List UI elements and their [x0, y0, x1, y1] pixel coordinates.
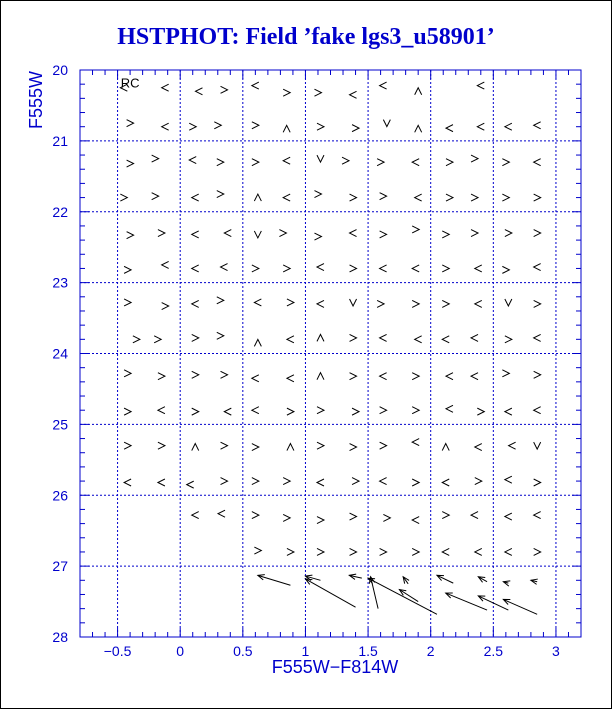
marker-symbol — [124, 299, 131, 306]
marker-symbol — [314, 233, 321, 240]
y-tick-label: 27 — [52, 558, 68, 575]
marker-symbol — [412, 407, 419, 414]
marker-symbol — [350, 230, 357, 237]
marker-symbol — [217, 191, 224, 198]
marker-symbol — [477, 82, 484, 89]
marker-symbol — [380, 231, 387, 238]
marker-symbol — [317, 479, 324, 486]
marker-symbol — [502, 159, 509, 166]
x-tick-label: 0 — [176, 643, 185, 659]
marker-symbol — [192, 444, 199, 451]
marker-symbol — [505, 336, 512, 343]
y-axis-label: F555W — [26, 70, 46, 130]
x-tick-label: 1.5 — [358, 643, 378, 659]
marker-symbol — [380, 334, 387, 341]
offset-arrow — [503, 599, 537, 614]
marker-symbol — [415, 194, 422, 201]
marker-symbol — [442, 300, 449, 307]
marker-symbol — [158, 230, 165, 237]
marker-symbol — [283, 514, 290, 521]
marker-symbol — [446, 159, 453, 166]
offset-arrow — [258, 575, 291, 585]
marker-symbol — [133, 336, 140, 343]
marker-symbol — [158, 479, 165, 486]
marker-symbol — [471, 334, 478, 341]
marker-symbol — [162, 84, 169, 91]
marker-symbol — [314, 191, 321, 198]
marker-symbol — [124, 479, 131, 486]
marker-symbol — [502, 194, 509, 201]
marker-symbol — [350, 444, 357, 451]
y-tick-label: 22 — [52, 203, 68, 220]
marker-symbol — [477, 123, 484, 130]
marker-symbol — [505, 476, 512, 483]
marker-symbol — [377, 300, 384, 307]
marker-symbol — [221, 86, 228, 93]
marker-symbol — [534, 548, 541, 555]
marker-symbol — [505, 408, 512, 415]
marker-symbol — [195, 88, 202, 95]
marker-symbol — [415, 88, 422, 95]
marker-symbol — [252, 407, 259, 414]
marker-symbol — [254, 547, 261, 554]
marker-symbol — [412, 159, 419, 166]
marker-symbol — [252, 375, 259, 382]
marker-symbol — [287, 548, 294, 555]
offset-arrow — [437, 575, 453, 583]
x-tick-label: −0.5 — [103, 643, 132, 659]
x-tick-label: 2 — [426, 643, 435, 659]
marker-symbol — [254, 194, 261, 201]
marker-symbol — [350, 91, 357, 98]
marker-symbol — [254, 231, 261, 238]
marker-symbol — [224, 408, 231, 415]
marker-symbol — [412, 439, 419, 446]
marker-symbol — [475, 265, 482, 272]
marker-symbol — [254, 299, 261, 306]
marker-symbol — [124, 408, 131, 415]
marker-symbol — [471, 194, 478, 201]
y-tick-label: 24 — [52, 345, 68, 362]
marker-symbol — [442, 265, 449, 272]
marker-symbol — [502, 370, 509, 377]
marker-symbol — [350, 548, 357, 555]
arrow-head — [399, 590, 406, 596]
marker-symbol — [446, 194, 453, 201]
marker-symbol — [287, 336, 294, 343]
marker-symbol — [380, 373, 387, 380]
marker-symbol — [442, 512, 449, 519]
marker-symbol — [214, 122, 221, 129]
marker-symbol — [192, 194, 199, 201]
marker-symbol — [317, 300, 324, 307]
marker-symbol — [534, 512, 541, 519]
marker-symbol — [412, 265, 419, 272]
marker-symbol — [283, 157, 290, 164]
marker-symbol — [442, 548, 449, 555]
marker-symbol — [124, 266, 131, 273]
marker-symbol — [471, 155, 478, 162]
marker-symbol — [412, 517, 419, 524]
marker-symbol — [283, 89, 290, 96]
marker-symbol — [442, 336, 449, 343]
marker-symbol — [415, 336, 422, 343]
marker-symbol — [534, 442, 541, 449]
marker-symbol — [252, 444, 259, 451]
marker-symbol — [380, 82, 387, 89]
marker-symbol — [505, 230, 512, 237]
x-tick-label: 2.5 — [483, 643, 504, 659]
marker-symbol — [154, 336, 161, 343]
marker-symbol — [158, 442, 165, 449]
x-tick-label: 0.5 — [233, 643, 253, 659]
marker-symbol — [162, 123, 169, 130]
marker-symbol — [283, 478, 290, 485]
marker-symbol — [471, 230, 478, 237]
marker-symbol — [314, 89, 321, 96]
marker-symbol — [152, 193, 159, 200]
marker-symbol — [162, 303, 169, 310]
marker-symbol — [221, 478, 228, 485]
marker-symbol — [317, 548, 324, 555]
marker-symbol — [217, 297, 224, 304]
marker-symbol — [471, 373, 478, 380]
annotation-label: RC — [120, 75, 140, 91]
marker-symbol — [350, 373, 357, 380]
marker-symbol — [377, 159, 384, 166]
marker-symbol — [287, 299, 294, 306]
marker-symbol — [127, 160, 134, 167]
marker-symbol — [412, 226, 419, 233]
marker-symbol — [279, 230, 286, 237]
marker-symbol — [534, 194, 541, 201]
marker-symbol — [127, 232, 134, 239]
marker-symbol — [221, 371, 228, 378]
marker-symbol — [412, 479, 419, 486]
marker-symbol — [350, 299, 357, 306]
marker-symbol — [475, 444, 482, 451]
marker-symbol — [383, 120, 390, 127]
marker-symbol — [380, 193, 387, 200]
marker-symbol — [189, 123, 196, 130]
offset-arrow — [368, 578, 437, 614]
marker-symbol — [350, 194, 357, 201]
marker-symbol — [380, 407, 387, 414]
marker-symbol — [317, 407, 324, 414]
chart-title: HSTPHOT: Field ’fake lgs3_u58901’ — [117, 24, 495, 50]
marker-symbol — [252, 512, 259, 519]
marker-symbol — [221, 264, 228, 271]
marker-symbol — [317, 155, 324, 162]
marker-symbol — [415, 125, 422, 132]
marker-symbol — [380, 442, 387, 449]
marker-symbol — [252, 82, 259, 89]
marker-symbol — [505, 513, 512, 520]
y-tick-label: 23 — [52, 274, 68, 291]
marker-symbol — [162, 261, 169, 268]
marker-symbol — [158, 407, 165, 414]
marker-symbol — [252, 159, 259, 166]
marker-symbol — [317, 517, 324, 524]
marker-symbol — [412, 548, 419, 555]
marker-symbol — [446, 125, 453, 132]
marker-symbol — [192, 300, 199, 307]
marker-symbol — [502, 266, 509, 273]
marker-symbol — [505, 548, 512, 555]
marker-symbol — [254, 339, 261, 346]
marker-symbol — [509, 442, 516, 449]
marker-symbol — [380, 548, 387, 555]
x-axis-label: F555W−F814W — [271, 657, 399, 677]
marker-symbol — [471, 512, 478, 519]
marker-symbol — [350, 513, 357, 520]
marker-symbol — [446, 373, 453, 380]
marker-symbol — [442, 444, 449, 451]
marker-symbol — [252, 265, 259, 272]
marker-symbol — [534, 371, 541, 378]
marker-symbol — [287, 408, 294, 415]
marker-symbol — [217, 332, 224, 339]
marker-symbol — [158, 373, 165, 380]
marker-symbol — [152, 155, 159, 162]
arrow-head — [503, 581, 510, 586]
marker-symbol — [189, 157, 196, 164]
marker-symbol — [317, 123, 324, 130]
offset-arrow — [305, 579, 355, 607]
marker-symbol — [505, 299, 512, 306]
marker-symbol — [217, 159, 224, 166]
marker-symbol — [534, 264, 541, 271]
y-tick-label: 26 — [52, 487, 68, 504]
marker-symbol — [352, 478, 359, 485]
marker-symbol — [252, 478, 259, 485]
marker-symbol — [534, 407, 541, 414]
marker-symbol — [534, 159, 541, 166]
marker-symbol — [412, 373, 419, 380]
marker-symbol — [317, 334, 324, 341]
marker-symbol — [192, 408, 199, 415]
y-tick-label: 25 — [52, 416, 68, 433]
marker-symbol — [192, 334, 199, 341]
marker-symbol — [283, 125, 290, 132]
y-tick-label: 20 — [52, 62, 68, 78]
marker-symbol — [442, 231, 449, 238]
marker-symbol — [352, 408, 359, 415]
marker-symbol — [477, 408, 484, 415]
marker-symbol — [283, 265, 290, 272]
marker-symbol — [187, 481, 194, 488]
marker-symbol — [412, 300, 419, 307]
marker-symbol — [224, 230, 231, 237]
marker-symbol — [534, 300, 541, 307]
x-tick-label: 1 — [301, 643, 310, 659]
marker-symbol — [342, 157, 349, 164]
marker-symbol — [124, 370, 131, 377]
marker-symbol — [120, 194, 127, 201]
marker-symbol — [352, 125, 359, 132]
marker-symbol — [446, 405, 453, 412]
marker-symbol — [380, 265, 387, 272]
marker-symbol — [317, 264, 324, 271]
marker-symbol — [317, 442, 324, 449]
marker-symbol — [350, 265, 357, 272]
marker-symbol — [317, 373, 324, 380]
marker-symbol — [505, 123, 512, 130]
marker-symbol — [221, 442, 228, 449]
marker-symbol — [127, 120, 134, 127]
marker-symbol — [350, 334, 357, 341]
marker-symbol — [287, 375, 294, 382]
marker-symbol — [192, 231, 199, 238]
marker-symbol — [192, 265, 199, 272]
marker-symbol — [287, 444, 294, 451]
marker-symbol — [192, 371, 199, 378]
marker-symbol — [475, 300, 482, 307]
y-tick-label: 21 — [52, 132, 68, 149]
marker-symbol — [534, 122, 541, 129]
y-tick-label: 28 — [52, 629, 68, 645]
x-tick-label: 3 — [552, 643, 560, 659]
marker-symbol — [283, 194, 290, 201]
marker-symbol — [534, 334, 541, 341]
marker-symbol — [475, 478, 482, 485]
marker-symbol — [218, 510, 225, 517]
marker-symbol — [380, 478, 387, 485]
marker-symbol — [252, 122, 259, 129]
marker-symbol — [534, 230, 541, 237]
marker-symbol — [192, 512, 199, 519]
marker-symbol — [383, 514, 390, 521]
marker-symbol — [475, 548, 482, 555]
marker-symbol — [534, 479, 541, 486]
marker-symbol — [442, 479, 449, 486]
marker-symbol — [124, 442, 131, 449]
